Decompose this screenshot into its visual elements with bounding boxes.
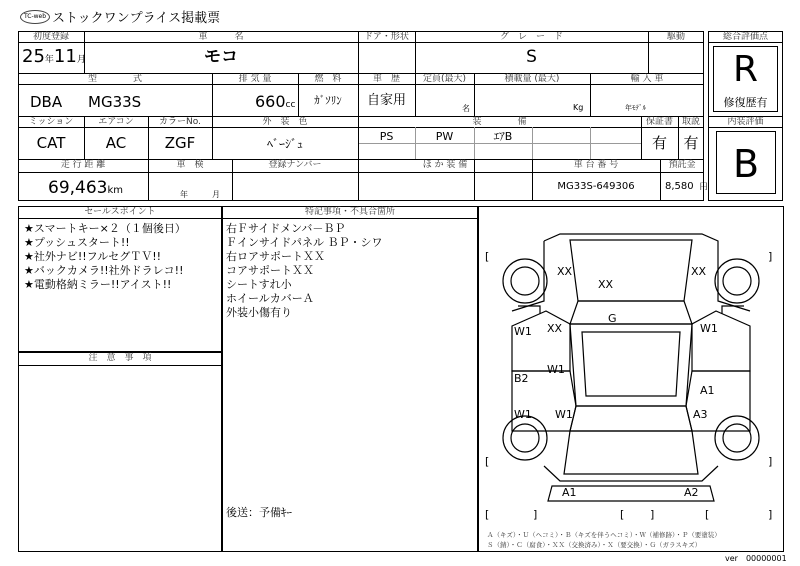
mileage-header: 走 行 距 離 <box>60 160 106 170</box>
sales-point-1: ★スマートキー×２（１個後日） <box>24 222 186 235</box>
history-value: 自家用 <box>366 93 406 108</box>
overall-score: R <box>732 49 758 90</box>
deposit-unit: 円 <box>699 182 708 191</box>
bracket: [ <box>485 250 490 263</box>
import-header: 輸 入 車 <box>630 74 664 84</box>
displacement-header: 排 気 量 <box>238 74 272 84</box>
damage-mark: A1 <box>700 384 715 397</box>
sales-point-3: ★社外ナビ!!フルセグＴＶ!! <box>24 250 162 263</box>
reg-year: 25 <box>22 46 45 67</box>
notes-header: 特記事項・不具合箇所 <box>304 207 395 217</box>
capacity-unit: 名 <box>462 104 470 113</box>
logo: TC-web <box>20 10 50 24</box>
damage-mark: XX <box>598 278 614 291</box>
sales-point-5: ★電動格納ミラー!!アイスト!! <box>24 278 172 291</box>
drive-header: 駆動 <box>666 32 685 42</box>
bracket: ] <box>768 508 773 521</box>
mission-value: CAT <box>36 134 66 152</box>
capacity-header: 定員(最大) <box>422 74 467 84</box>
deposit-header: 預託金 <box>668 160 696 170</box>
grade-value: S <box>526 47 537 67</box>
manual-value: 有 <box>683 134 699 152</box>
note-1: 右Ｆサイドメンバ－ＢＰ <box>226 222 346 235</box>
displacement-unit: cc <box>285 100 296 110</box>
ext-color-value: ﾍﾞｰｼﾞｭ <box>266 137 303 151</box>
first-reg-header: 初度登録 <box>32 32 69 42</box>
load-header: 積載量 (最大) <box>504 74 560 84</box>
fuel-value: ｶﾞｿﾘﾝ <box>314 94 342 107</box>
reg-month-unit: 月 <box>76 55 86 65</box>
reg-month: 11 <box>53 46 77 67</box>
bracket: ] <box>768 455 773 468</box>
notes-footer: 後送：予備ｷｰ <box>226 506 292 519</box>
note-5: シートすれ小 <box>226 278 292 291</box>
mileage-unit: km <box>107 185 124 196</box>
note-2: Ｆインサイドパネル ＢＰ・シワ <box>226 236 383 249</box>
inspection-year: 年 <box>180 190 188 199</box>
bracket: [ <box>705 508 710 521</box>
bracket: ] <box>650 508 655 521</box>
warranty-header: 保証書 <box>645 117 673 127</box>
car-name: モコ <box>204 47 238 67</box>
damage-mark: A2 <box>684 486 699 499</box>
damage-mark: W1 <box>514 408 532 421</box>
deposit-value <box>665 181 708 192</box>
manual-header: 取説 <box>681 117 700 127</box>
damage-mark: A3 <box>693 408 708 421</box>
interior-header: 内装評価 <box>727 117 764 127</box>
displacement-value <box>255 92 295 111</box>
warranty-value: 有 <box>651 134 667 152</box>
import-note: 年ﾓﾃﾞﾙ <box>625 104 646 112</box>
history-header: 車 歴 <box>372 74 400 84</box>
bracket: ] <box>533 508 538 521</box>
damage-mark: G <box>608 312 617 325</box>
equip-ps: PS <box>379 130 394 143</box>
mileage-value <box>48 178 123 198</box>
sales-point-4: ★バックカメラ!!社外ドラレコ!! <box>24 264 184 277</box>
interior-score: B <box>732 142 760 186</box>
inspection-month: 月 <box>212 190 220 199</box>
damage-mark: W1 <box>555 408 573 421</box>
bracket: [ <box>485 455 490 468</box>
model-value: MG33S <box>88 93 142 111</box>
bracket: [ <box>485 508 490 521</box>
ext-color-header: 外 装 色 <box>262 117 308 127</box>
load-unit: Kg <box>573 103 584 112</box>
note-6: ホイールカバーＡ <box>226 292 314 305</box>
damage-mark: B2 <box>514 372 529 385</box>
damage-mark: W1 <box>700 322 718 335</box>
damage-mark: XX <box>547 322 563 335</box>
caution-header: 注 意 事 項 <box>88 353 152 363</box>
version-label: ver 00000001 <box>725 554 787 563</box>
bracket: ] <box>768 250 773 263</box>
model-header: 型 式 <box>87 74 142 84</box>
car-name-header: 車 名 <box>198 32 244 42</box>
inspection-header: 車 検 <box>176 160 204 170</box>
color-no-value: ZGF <box>164 134 196 152</box>
chassis-value: MG33S-649306 <box>557 181 635 192</box>
equipment-header: 装 備 <box>472 117 527 127</box>
caution-panel <box>18 352 222 552</box>
fuel-header: 燃 料 <box>314 74 342 84</box>
damage-mark: XX <box>557 265 573 278</box>
chassis-header: 車 台 番 号 <box>573 160 619 170</box>
plate-header: 登録ナンバー <box>268 160 322 170</box>
note-7: 外装小傷有り <box>226 306 292 319</box>
page-title: ストックワンプライス掲載票 <box>52 11 221 26</box>
equip-airbag: ｴｱB <box>493 130 513 143</box>
reg-date <box>22 46 86 67</box>
color-no-header: カラーNo. <box>159 117 201 127</box>
legend-line-1: Ａ（キズ）・Ｕ（ヘコミ）・Ｂ（キズを伴うヘコミ）・Ｗ（補修跡）・Ｐ（要塗装） <box>487 531 721 539</box>
legend-line-2: Ｓ（錆）・Ｃ（腐食）・ＸＸ（交換済み）・Ｘ（要交換）・Ｇ（ガラスキズ） <box>487 541 702 549</box>
other-equip-header: ほ か 装 備 <box>422 160 468 170</box>
mileage-number: 69,463 <box>48 178 108 198</box>
grade-header: グ レ ー ド <box>499 32 563 42</box>
mission-header: ミッション <box>28 117 74 127</box>
aircon-header: エアコン <box>98 117 134 127</box>
note-4: コアサポートＸＸ <box>226 264 314 277</box>
door-header: ドア・形状 <box>364 32 409 42</box>
overall-note: 修復歴有 <box>723 96 768 109</box>
bracket: [ <box>620 508 625 521</box>
damage-mark: W1 <box>514 325 532 338</box>
displacement-number: 660 <box>255 92 286 111</box>
equip-pw: PW <box>435 130 454 143</box>
model-prefix: DBA <box>30 93 63 111</box>
overall-header: 総合評価点 <box>722 32 768 42</box>
damage-mark: W1 <box>547 363 565 376</box>
note-3: 右ロアサポートＸＸ <box>226 250 325 263</box>
sales-point-2: ★プッシュスタート!! <box>24 236 130 249</box>
deposit-number: 8,580 <box>665 181 694 192</box>
sales-points-header: セールスポイント <box>84 207 156 217</box>
aircon-value: AC <box>105 134 127 152</box>
damage-mark: A1 <box>562 486 577 499</box>
damage-mark: XX <box>691 265 707 278</box>
reg-year-unit: 年 <box>44 55 54 65</box>
